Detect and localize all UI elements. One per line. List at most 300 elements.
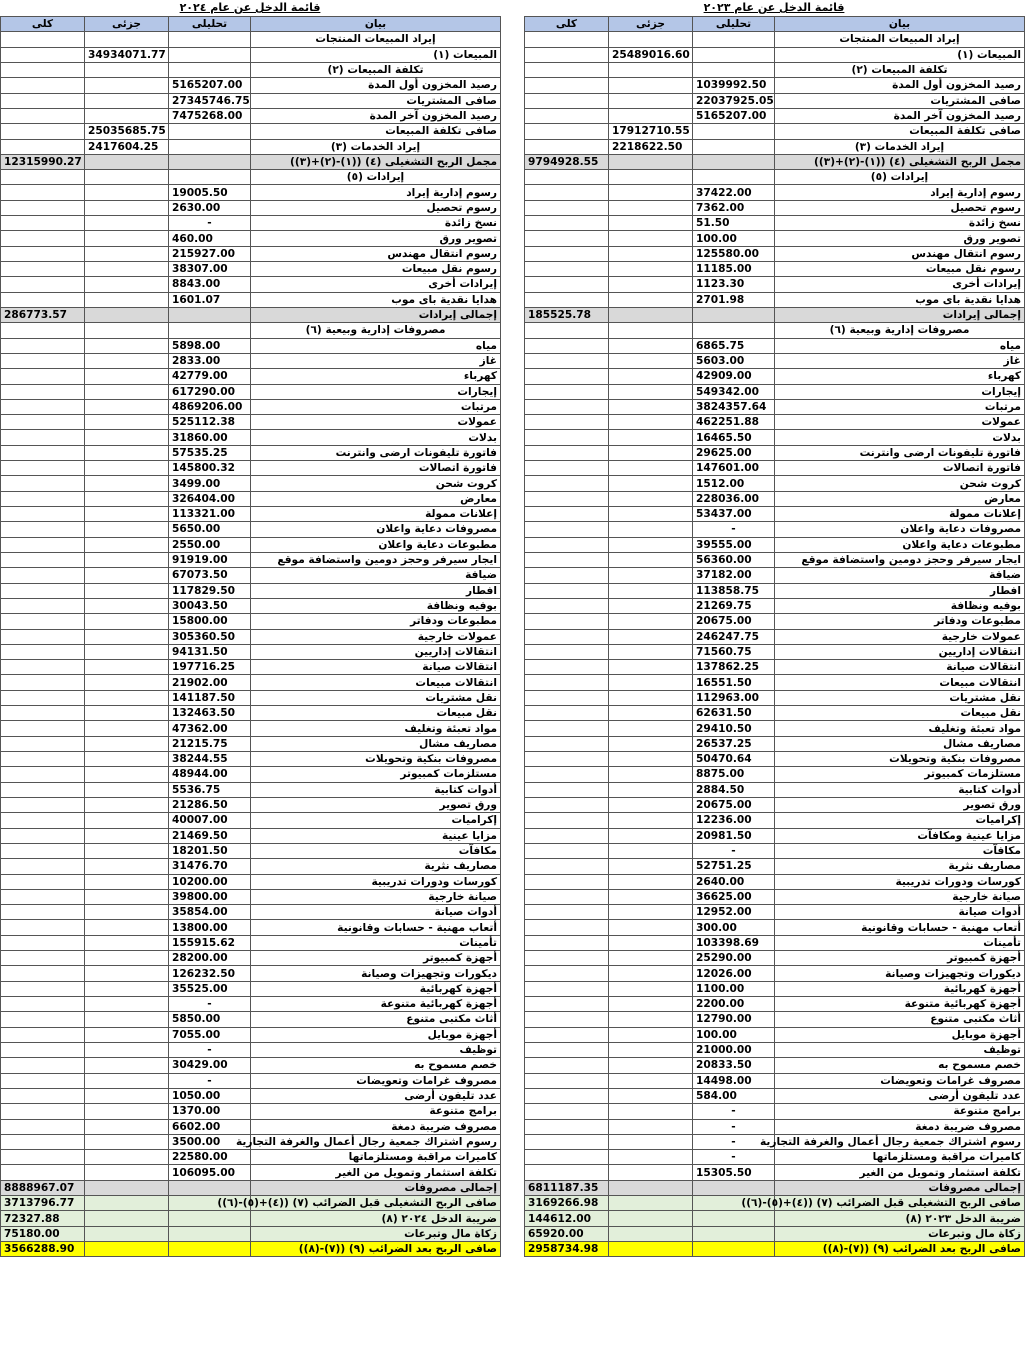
description-cell: مطبوعات دعاية واعلان (251, 537, 501, 552)
analytic-cell (169, 307, 251, 322)
description-cell: مصروفات إدارية وبيعية (٦) (775, 323, 1025, 338)
total-cell (1, 384, 85, 399)
total-cell (525, 32, 609, 47)
description-cell: مطبوعات ودفاتر (251, 614, 501, 629)
description-cell: إكراميات (251, 813, 501, 828)
table-row (1, 874, 501, 889)
table-row (1, 1180, 501, 1195)
table-row (525, 660, 1025, 675)
total-cell (525, 981, 609, 996)
partial-cell (85, 905, 169, 920)
description-cell: ضريبة الدخل ٢٠٢٣ (٨) (775, 1211, 1025, 1226)
table-row (525, 491, 1025, 506)
analytic-cell: 1039992.50 (693, 78, 775, 93)
partial-cell (85, 843, 169, 858)
description-cell: نسخ زائدة (251, 216, 501, 231)
col-partial-header: جزئى (85, 17, 169, 32)
partial-cell: 34934071.77 (85, 47, 169, 62)
col-total-header: كلى (525, 17, 609, 32)
analytic-cell: 29410.50 (693, 721, 775, 736)
partial-cell (85, 951, 169, 966)
description-cell: إيراد الخدمات (٣) (251, 139, 501, 154)
total-cell (1, 951, 85, 966)
partial-cell (609, 338, 693, 353)
description-cell: توظيف (251, 1042, 501, 1057)
table-row (1, 47, 501, 62)
description-cell: انتقالات صيانة (775, 660, 1025, 675)
analytic-cell: 12026.00 (693, 966, 775, 981)
analytic-cell: 3824357.64 (693, 399, 775, 414)
total-cell (525, 62, 609, 77)
table-row (1, 124, 501, 139)
partial-cell (85, 583, 169, 598)
table-row (525, 1073, 1025, 1088)
table-row (1, 537, 501, 552)
total-cell (525, 660, 609, 675)
table-row (525, 828, 1025, 843)
description-cell: رسوم انتقال مهندس (251, 246, 501, 261)
description-cell: توظيف (775, 1042, 1025, 1057)
analytic-cell: 1370.00 (169, 1104, 251, 1119)
partial-cell (85, 78, 169, 93)
total-cell (1, 338, 85, 353)
analytic-cell: 21286.50 (169, 797, 251, 812)
table-row (525, 675, 1025, 690)
total-cell (525, 690, 609, 705)
total-cell (1, 1119, 85, 1134)
table-row (525, 476, 1025, 491)
total-cell (1, 1134, 85, 1149)
partial-cell (609, 399, 693, 414)
table-row (1, 813, 501, 828)
analytic-cell: 8843.00 (169, 277, 251, 292)
partial-cell (609, 997, 693, 1012)
analytic-cell: - (169, 1042, 251, 1057)
analytic-cell: 53437.00 (693, 507, 775, 522)
description-cell: كهرباء (775, 369, 1025, 384)
analytic-cell: 147601.00 (693, 461, 775, 476)
total-cell (525, 552, 609, 567)
total-cell (1, 767, 85, 782)
description-cell: مصروف غرامات وتعويضات (251, 1073, 501, 1088)
total-cell (1, 874, 85, 889)
total-cell (1, 920, 85, 935)
table-row (1, 660, 501, 675)
table-row (1, 736, 501, 751)
partial-cell (609, 935, 693, 950)
total-cell (1, 537, 85, 552)
partial-cell (85, 1104, 169, 1119)
analytic-cell (169, 139, 251, 154)
partial-cell (609, 1226, 693, 1241)
total-cell (1, 583, 85, 598)
table-row (525, 997, 1025, 1012)
description-cell: تصوير ورق (775, 231, 1025, 246)
analytic-cell: 2200.00 (693, 997, 775, 1012)
partial-cell (85, 660, 169, 675)
analytic-cell: 40007.00 (169, 813, 251, 828)
total-cell (525, 905, 609, 920)
partial-cell (85, 767, 169, 782)
analytic-cell: - (169, 997, 251, 1012)
description-cell: إيراد الخدمات (٣) (775, 139, 1025, 154)
description-cell: مصروفات إدارية وبيعية (٦) (251, 323, 501, 338)
analytic-cell: 3499.00 (169, 476, 251, 491)
total-cell (525, 108, 609, 123)
description-cell: المبيعات (١) (251, 47, 501, 62)
partial-cell (609, 231, 693, 246)
analytic-cell (169, 32, 251, 47)
table-row (525, 583, 1025, 598)
analytic-cell: 1601.07 (169, 292, 251, 307)
description-cell: افطار (251, 583, 501, 598)
table-row (1, 782, 501, 797)
total-cell (1, 552, 85, 567)
analytic-cell: 12236.00 (693, 813, 775, 828)
table-row (525, 1027, 1025, 1042)
analytic-cell (693, 124, 775, 139)
analytic-cell (693, 170, 775, 185)
table-row (525, 507, 1025, 522)
table-row (1, 476, 501, 491)
table-row (1, 1104, 501, 1119)
analytic-cell: 246247.75 (693, 629, 775, 644)
partial-cell (85, 185, 169, 200)
description-cell: غاز (251, 353, 501, 368)
total-cell (1, 262, 85, 277)
table-row (1, 1211, 501, 1226)
table-row (1, 384, 501, 399)
description-cell: مصاريف نثرية (251, 859, 501, 874)
description-cell: مجمل الربح التشغيلى (٤) ((١)-(٢)+(٣)) (251, 154, 501, 169)
total-cell (525, 78, 609, 93)
table-row (525, 307, 1025, 322)
table-row (525, 216, 1025, 231)
analytic-cell: 16465.50 (693, 430, 775, 445)
partial-cell (609, 614, 693, 629)
analytic-cell (693, 139, 775, 154)
analytic-cell: 7055.00 (169, 1027, 251, 1042)
partial-cell (85, 461, 169, 476)
table-row (1, 1226, 501, 1241)
table-row (1, 445, 501, 460)
analytic-cell: 326404.00 (169, 491, 251, 506)
table-row (1, 262, 501, 277)
analytic-cell: 2640.00 (693, 874, 775, 889)
analytic-cell: 38307.00 (169, 262, 251, 277)
description-cell: برامج متنوعة (775, 1104, 1025, 1119)
partial-cell (609, 889, 693, 904)
partial-cell (609, 246, 693, 261)
table-row (1, 154, 501, 169)
description-cell: ورق تصوير (775, 797, 1025, 812)
table-row (1, 507, 501, 522)
total-cell: 12315990.27 (1, 154, 85, 169)
table-row (1, 828, 501, 843)
table-row (525, 47, 1025, 62)
partial-cell (85, 384, 169, 399)
partial-cell: 2218622.50 (609, 139, 693, 154)
description-cell: مصروف ضريبة دمغة (775, 1119, 1025, 1134)
analytic-cell: 21215.75 (169, 736, 251, 751)
partial-cell (85, 323, 169, 338)
sheet-title-2024: قائمة الدخل عن عام ٢٠٢٤ (179, 1, 321, 14)
partial-cell (85, 1165, 169, 1180)
table-row (525, 338, 1025, 353)
partial-cell (609, 93, 693, 108)
analytic-cell: 21902.00 (169, 675, 251, 690)
description-cell: إيجارات (775, 384, 1025, 399)
analytic-cell: 112963.00 (693, 690, 775, 705)
total-cell (525, 752, 609, 767)
analytic-cell (693, 1226, 775, 1241)
analytic-cell: 305360.50 (169, 629, 251, 644)
analytic-cell (169, 124, 251, 139)
partial-cell (85, 997, 169, 1012)
total-cell (1, 1165, 85, 1180)
partial-cell (609, 430, 693, 445)
partial-cell (609, 1058, 693, 1073)
total-cell (1, 246, 85, 261)
description-cell: كروت شحن (775, 476, 1025, 491)
total-cell: 185525.78 (525, 307, 609, 322)
total-cell (1, 859, 85, 874)
analytic-cell: 4869206.00 (169, 399, 251, 414)
total-cell (525, 445, 609, 460)
description-cell: مصروف غرامات وتعويضات (775, 1073, 1025, 1088)
table-row (1, 430, 501, 445)
description-cell: عمولات خارجية (251, 629, 501, 644)
description-cell: كروت شحن (251, 476, 501, 491)
description-cell: إعلانات ممولة (251, 507, 501, 522)
total-cell (1, 752, 85, 767)
table-row (1, 1150, 501, 1165)
total-cell (1, 966, 85, 981)
analytic-cell: 38244.55 (169, 752, 251, 767)
total-cell (525, 338, 609, 353)
description-cell: مكافآت (251, 843, 501, 858)
total-cell (525, 491, 609, 506)
partial-cell (609, 736, 693, 751)
partial-cell (609, 797, 693, 812)
description-cell: عدد تليفون أرضى (251, 1088, 501, 1103)
partial-cell (609, 461, 693, 476)
partial-cell (609, 415, 693, 430)
table-row (1, 598, 501, 613)
partial-cell (609, 1104, 693, 1119)
partial-cell (85, 1150, 169, 1165)
total-cell (1, 170, 85, 185)
partial-cell (609, 1242, 693, 1257)
table-row (1, 399, 501, 414)
analytic-cell (693, 154, 775, 169)
description-cell: خصم مسموح به (251, 1058, 501, 1073)
header-row (1, 17, 501, 32)
description-cell: كاميرات مراقبة ومستلزماتها (251, 1150, 501, 1165)
partial-cell (85, 476, 169, 491)
total-cell (525, 920, 609, 935)
table-row (525, 721, 1025, 736)
total-cell (525, 874, 609, 889)
analytic-cell: 145800.32 (169, 461, 251, 476)
total-cell (525, 1165, 609, 1180)
partial-cell (85, 859, 169, 874)
partial-cell (609, 690, 693, 705)
description-cell: تأمينات (251, 935, 501, 950)
analytic-cell: 48944.00 (169, 767, 251, 782)
total-cell: 2958734.98 (525, 1242, 609, 1257)
table-row (525, 1088, 1025, 1103)
total-cell (1, 828, 85, 843)
description-cell: صيانة خارجية (251, 889, 501, 904)
total-cell (1, 216, 85, 231)
table-row (1, 522, 501, 537)
analytic-cell: 100.00 (693, 231, 775, 246)
description-cell: أجهزة موبايل (775, 1027, 1025, 1042)
partial-cell (85, 1180, 169, 1195)
analytic-cell (693, 1211, 775, 1226)
partial-cell (85, 108, 169, 123)
description-cell: عمولات (251, 415, 501, 430)
total-cell (1, 323, 85, 338)
table-row (1, 231, 501, 246)
total-cell (1, 706, 85, 721)
description-cell: ضريبة الدخل ٢٠٢٤ (٨) (251, 1211, 501, 1226)
partial-cell (609, 522, 693, 537)
total-cell (525, 1042, 609, 1057)
analytic-cell: 39555.00 (693, 537, 775, 552)
partial-cell (609, 216, 693, 231)
partial-cell (85, 246, 169, 261)
table-row (1, 32, 501, 47)
partial-cell (85, 430, 169, 445)
partial-cell (609, 78, 693, 93)
total-cell (525, 675, 609, 690)
description-cell: أدوات كتابية (775, 782, 1025, 797)
partial-cell (609, 32, 693, 47)
analytic-cell: 117829.50 (169, 583, 251, 598)
analytic-cell: 15305.50 (693, 1165, 775, 1180)
partial-cell (609, 920, 693, 935)
table-row (525, 1012, 1025, 1027)
analytic-cell: 20981.50 (693, 828, 775, 843)
total-cell (1, 353, 85, 368)
total-cell (525, 1073, 609, 1088)
partial-cell (609, 384, 693, 399)
total-cell (1, 32, 85, 47)
total-cell: 65920.00 (525, 1226, 609, 1241)
table-row (1, 997, 501, 1012)
partial-cell (85, 1119, 169, 1134)
partial-cell (85, 292, 169, 307)
analytic-cell: 56360.00 (693, 552, 775, 567)
partial-cell (85, 1211, 169, 1226)
table-row (1, 675, 501, 690)
analytic-cell: 7475268.00 (169, 108, 251, 123)
total-cell (525, 1134, 609, 1149)
table-row (525, 752, 1025, 767)
total-cell (525, 889, 609, 904)
analytic-cell: 71560.75 (693, 644, 775, 659)
total-cell (1, 736, 85, 751)
analytic-cell: 7362.00 (693, 200, 775, 215)
partial-cell (609, 108, 693, 123)
analytic-cell: 103398.69 (693, 935, 775, 950)
total-cell (525, 767, 609, 782)
partial-cell (85, 752, 169, 767)
description-cell: نقل مبيعات (775, 706, 1025, 721)
description-cell: مستلزمات كمبيوتر (775, 767, 1025, 782)
partial-cell (609, 476, 693, 491)
description-cell: رصيد المخزون أول المدة (775, 78, 1025, 93)
total-cell (1, 445, 85, 460)
total-cell (1, 1042, 85, 1057)
partial-cell (609, 507, 693, 522)
col-desc-header: بيان (775, 17, 1025, 32)
total-cell (1, 369, 85, 384)
partial-cell (85, 32, 169, 47)
description-cell: إيراد المبيعات المنتجات (251, 32, 501, 47)
analytic-cell: 21469.50 (169, 828, 251, 843)
table-row (1, 185, 501, 200)
description-cell: إيرادات (٥) (775, 170, 1025, 185)
table-row (525, 231, 1025, 246)
analytic-cell (169, 47, 251, 62)
description-cell: ديكورات وتجهيزات وصيانة (775, 966, 1025, 981)
description-cell: كورسات ودورات تدريبية (251, 874, 501, 889)
analytic-cell: 5165207.00 (693, 108, 775, 123)
description-cell: زكاة مال وتبرعات (775, 1226, 1025, 1241)
analytic-cell (693, 62, 775, 77)
partial-cell (609, 905, 693, 920)
analytic-cell: 31860.00 (169, 430, 251, 445)
table-row (1, 62, 501, 77)
partial-cell (609, 598, 693, 613)
description-cell: إيرادات أخرى (251, 277, 501, 292)
analytic-cell: 197716.25 (169, 660, 251, 675)
total-cell (1, 889, 85, 904)
analytic-cell: 42779.00 (169, 369, 251, 384)
total-cell (1, 200, 85, 215)
table-row (525, 598, 1025, 613)
analytic-cell (169, 1211, 251, 1226)
analytic-cell: 215927.00 (169, 246, 251, 261)
total-cell: 3169266.98 (525, 1196, 609, 1211)
table-row (525, 445, 1025, 460)
total-cell (1, 598, 85, 613)
description-cell: أتعاب مهنية - حسابات وقانونية (775, 920, 1025, 935)
income-table-2023 (524, 16, 1025, 1257)
analytic-cell (693, 323, 775, 338)
description-cell: عدد تليفون أرضى (775, 1088, 1025, 1103)
description-cell: رسوم نقل مبيعات (251, 262, 501, 277)
table-row (525, 430, 1025, 445)
analytic-cell: 91919.00 (169, 552, 251, 567)
analytic-cell: 12952.00 (693, 905, 775, 920)
partial-cell (85, 507, 169, 522)
table-row (525, 1134, 1025, 1149)
income-table-2024 (0, 16, 501, 1257)
analytic-cell: 1100.00 (693, 981, 775, 996)
total-cell (525, 415, 609, 430)
total-cell (1, 1012, 85, 1027)
analytic-cell: 5650.00 (169, 522, 251, 537)
partial-cell (609, 170, 693, 185)
total-cell (525, 476, 609, 491)
description-cell: رسوم نقل مبيعات (775, 262, 1025, 277)
analytic-cell: 5165207.00 (169, 78, 251, 93)
description-cell: صافى الربح بعد الضرائب (٩) ((٧)-(٨)) (775, 1242, 1025, 1257)
